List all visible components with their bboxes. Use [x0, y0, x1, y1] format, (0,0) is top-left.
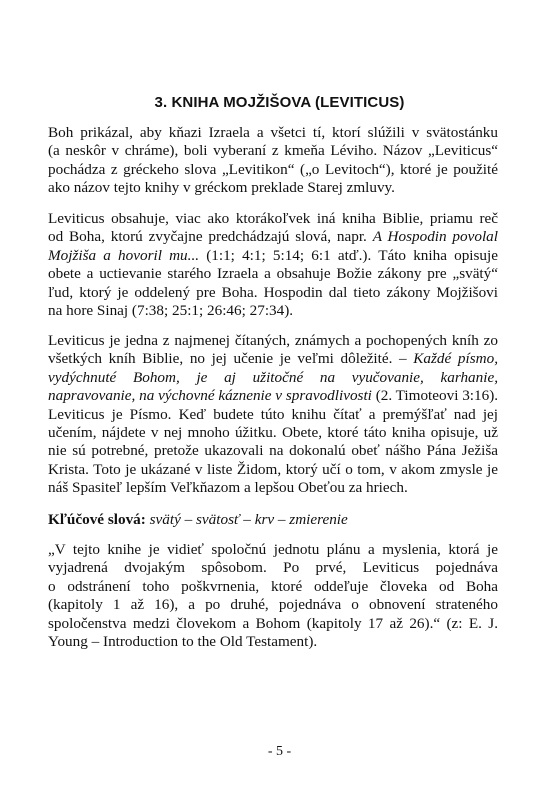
text-line: Young – Introduction to the Old Testament).	[48, 632, 318, 650]
text-line: ako názov tejto knihy v gréckom preklade Starej zmluvy.	[48, 179, 395, 197]
text-line: nie sú potrebné, pretože ukazovali na dokonalú obeť nášho Pána Ježiša	[48, 442, 498, 460]
text-run: (2. Timoteovi 3:16).	[371, 387, 499, 405]
keywords-label: Kľúčové slová:	[48, 511, 146, 528]
keywords-line	[48, 511, 498, 529]
text-line: (kapitoly 1 až 16), a po druhé, pojednáva o obnovení strateného	[48, 596, 498, 614]
text-line: Krista. Toto je ukázané v liste Židom, ktorý učí o tom, v akom zmysle je	[48, 460, 498, 478]
text-line: na hore Sinaj (7:38; 25:1; 26:46; 27:34).	[48, 301, 294, 319]
keywords-list: svätý – svätosť – krv – zmierenie	[145, 511, 348, 528]
text-run: (1:1; 4:1; 5:14; 6:1 atď.). Táto kniha opisuje	[199, 246, 498, 264]
text-line	[48, 387, 498, 405]
paragraph-quote	[48, 541, 498, 651]
paragraph-direct-speech	[48, 210, 498, 320]
text-line: obete a uctievanie starého Izraela a obsahuje Božie zákony pre „svätý“	[48, 265, 498, 283]
text-run: od Boha, ktorú zvyčajne predchádzajú slová, napr.	[48, 228, 373, 246]
text-line: ľud, ktorý je oddelený pre Boha. Hospodin dal tieto zákony Mojžišovi	[48, 283, 498, 301]
text-line	[48, 228, 498, 246]
italic-quote: napravovanie, na výchovné káznenie v spravodlivosti	[48, 387, 372, 405]
text-run: všetkých kníh Biblie, no jej učenie je veľmi dôležité. –	[48, 350, 414, 368]
italic-quote: Každé písmo,	[413, 350, 498, 368]
italic-quote: Mojžiša a hovoril mu...	[48, 246, 200, 264]
text-line: spoločenstva medzi človekom a Bohom (kapitoly 17 až 26).“ (z: E. J.	[48, 614, 498, 632]
text-line: „V tejto knihe je vidieť spoločnú jednotu plánu a myslenia, ktorá je	[48, 541, 498, 558]
chapter-title: 3. KNIHA MOJŽIŠOVA (LEVITICUS)	[154, 94, 405, 111]
text-line: vyjadrená dvojakým spôsobom. Po prvé, Leviticus pojednáva	[48, 559, 498, 577]
italic-quote-line: vydýchnuté Bohom, je aj užitočné na vyučovanie, karhanie,	[48, 368, 498, 386]
text-line: o odstránení toho poškvrnenia, ktoré oddeľuje človeka od Boha	[48, 577, 498, 595]
text-line	[48, 247, 498, 265]
text-line	[48, 511, 498, 529]
text-line: Leviticus je jedna z najmenej čítaných, známych a pochopených kníh zo	[48, 332, 498, 349]
text-line: Leviticus je Písmo. Keď budete túto knihu čítať a premýšľať nad jej	[48, 405, 498, 423]
text-line	[48, 350, 498, 368]
text-line: náš Spasiteľ lepším Veľkňazom a lepšou Obeťou za hriech.	[48, 479, 408, 497]
text-line: učením, nájdete v nej mnoho úžitku. Obete, ktoré táto kniha opisuje, už	[48, 423, 498, 441]
text-line: (a neskôr v chráme), boli vyberaní z kmeňa Léviho. Názov „Leviticus“	[48, 142, 498, 160]
paragraph-importance	[48, 332, 498, 498]
page-number: - 5 -	[267, 744, 292, 759]
italic-quote: A Hospodin povolal	[372, 228, 498, 246]
text-line: Leviticus obsahuje, viac ako ktorákoľvek iná kniha Biblie, priamu reč	[48, 210, 498, 227]
text-line: pochádza z gréckeho slova „Levitikon“ („o Levitoch“), ktoré je použité	[48, 160, 498, 178]
text-line: Boh prikázal, aby kňazi Izraela a všetci tí, ktorí slúžili v svätostánku	[48, 124, 498, 141]
paragraph-intro	[48, 124, 498, 198]
